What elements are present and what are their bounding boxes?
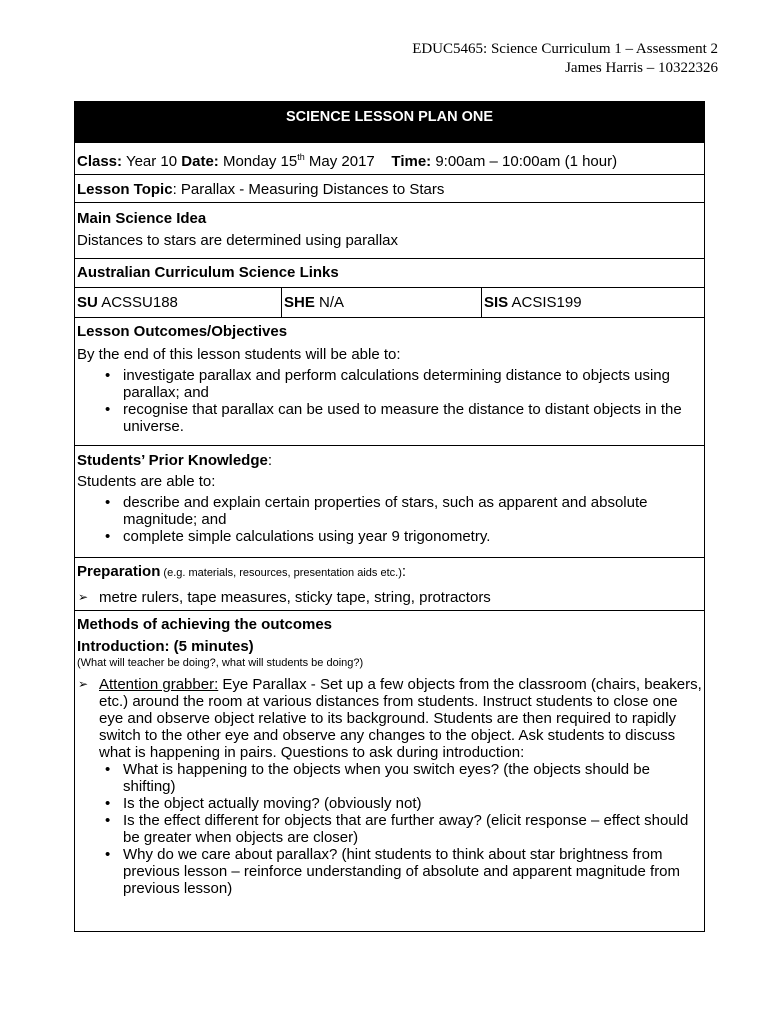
outcomes-intro: By the end of this lesson students will be able to: — [77, 346, 401, 363]
list-item: • recognise that parallax can be used to measure the distance to distant objects in the universe. — [123, 401, 702, 435]
prep-label: Preparation — [77, 563, 161, 580]
class-row — [75, 143, 704, 175]
page-header — [412, 40, 718, 78]
curriculum-codes-row — [75, 288, 704, 318]
sis-cell: SIS ACSIS199 — [484, 294, 582, 311]
prior-intro: Students are able to: — [77, 473, 216, 490]
methods-row — [75, 611, 704, 900]
course-line: EDUC5465: Science Curriculum 1 – Assessment 2 — [412, 41, 718, 57]
main-idea-row — [75, 203, 704, 259]
prior-label: Students’ Prior Knowledge — [77, 452, 268, 469]
list-item: • Is the effect different for objects that are further away? (elicit response – effect should be greater when objects are closer) — [123, 812, 702, 846]
topic-label: Lesson Topic — [77, 181, 173, 198]
date-value: Monday 15th May 2017 — [222, 152, 375, 170]
author-line: James Harris – 10322326 — [565, 60, 718, 76]
intro-list — [77, 676, 702, 761]
prep-note: (e.g. materials, resources, presentation aids etc.) — [160, 567, 402, 579]
plan-title: SCIENCE LESSON PLAN ONE — [75, 102, 704, 143]
prior-knowledge-row: Students’ Prior Knowledge: Students are able to: • describe and explain certain properties of stars, such as apparent and absolute magnitude; and • complete simple calculations using year 9 trigonometry. — [75, 446, 704, 558]
topic-row — [75, 175, 704, 203]
outcomes-list — [77, 367, 702, 435]
intro-note: (What will teacher be doing?, what will students be doing?) — [77, 657, 364, 669]
class-label: Class: — [77, 153, 123, 170]
main-idea-label: Main Science Idea — [77, 210, 207, 227]
list-item: • Why do we care about parallax? (hint students to think about star brightness from previous lesson – reinforce understanding of absolute and apparent magnitude from previous lesson) — [123, 846, 702, 897]
time-label: Time: — [391, 153, 432, 170]
list-item: • investigate parallax and perform calculations determining distance to objects using parallax; and — [123, 367, 702, 401]
list-item: • Is the object actually moving? (obviously not) — [123, 795, 702, 812]
list-item — [99, 676, 702, 761]
su-cell: SU ACSSU188 — [75, 288, 282, 317]
topic-value: : Parallax - Measuring Distances to Stars — [172, 181, 445, 198]
intro-label: Introduction: (5 minutes) — [77, 638, 254, 655]
prior-list — [77, 494, 702, 545]
outcomes-label: Lesson Outcomes/Objectives — [77, 323, 288, 340]
curriculum-label: Australian Curriculum Science Links — [77, 264, 339, 281]
outcomes-row — [75, 318, 704, 446]
class-value: Year 10 — [125, 153, 178, 170]
prep-list — [77, 589, 702, 606]
grabber-text: Eye Parallax - Set up a few objects from the classroom (chairs, beakers, etc.) around the room at various distances from students. Instruct students to close one eye and observe object relative to its background. Students are then required to rapidly switch to the other eye and observe any changes to the object. Ask students to discuss what is happening in pairs. Questions to ask during introduction: — [99, 676, 702, 761]
preparation-row: Preparation (e.g. materials, resources, presentation aids etc.): ➢ metre rulers, tape measures, sticky tape, string, protractors — [75, 558, 704, 611]
list-item: • What is happening to the objects when you switch eyes? (the objects should be shifting) — [123, 761, 702, 795]
date-label: Date: — [181, 153, 219, 170]
main-idea-value: Distances to stars are determined using parallax — [77, 232, 398, 249]
lesson-plan-table — [74, 101, 705, 932]
curriculum-links-row — [75, 259, 704, 288]
list-item: • describe and explain certain properties of stars, such as apparent and absolute magnitude; and — [123, 494, 702, 528]
grabber-label: Attention grabber: — [99, 676, 219, 693]
time-value: 9:00am – 10:00am (1 hour) — [435, 153, 618, 170]
she-cell: SHE N/A — [282, 288, 482, 317]
methods-label: Methods of achieving the outcomes — [77, 616, 333, 633]
list-item: ➢ metre rulers, tape measures, sticky tape, string, protractors — [99, 589, 702, 606]
questions-list — [77, 761, 702, 897]
list-item: • complete simple calculations using year 9 trigonometry. — [123, 528, 702, 545]
